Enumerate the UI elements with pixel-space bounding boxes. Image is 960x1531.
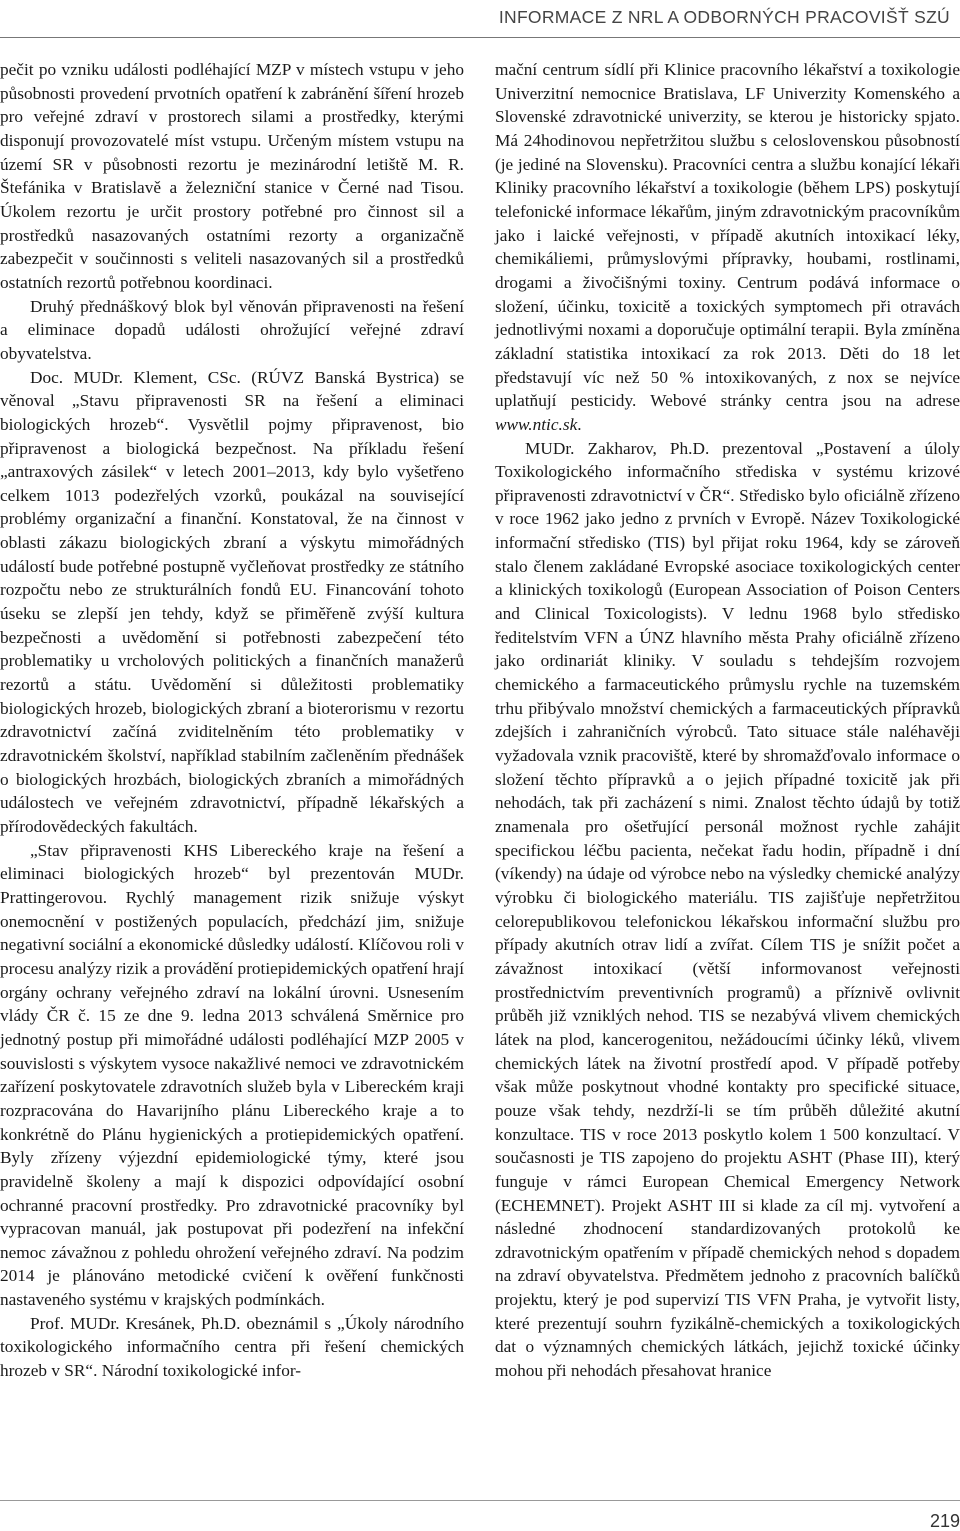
web-link[interactable]: www.ntic.sk: [495, 414, 578, 434]
section-title: INFORMACE Z NRL A ODBORNÝCH PRACOVIŠŤ SZÚ: [498, 7, 950, 27]
paragraph: Druhý přednáškový blok byl věnován připravenosti na řešení a eliminace dopadů události ohrožující veřejné zdraví obyvatelstva.: [0, 296, 464, 363]
paragraph: [495, 58, 960, 437]
paragraph-text-end: .: [577, 414, 582, 434]
paragraph-text: mační centrum sídlí při Klinice pracovního lékařství a toxikologie Univerzitní nemocnice Bratislava, LF Univerzity Komenského a Slovenské zdravotnické univerzity, se kterou je historicky spjato. Má 24hodinovou nepřetržitou službu s celoslovenskou působností (je jediné na Slovensku). Pracovníci centra a službu konající lékaři Kliniky pracovního lékařství a toxikologie (během LPS) poskytují telefonické informace lékařům, jiným zdravotnickým pracovníkům jako i laické veřejnosti, v případě akutních intoxikací léky, chemikáliemi, průmyslovými přípravky, houbami, rostlinami, drogami a živočišnými toxiny. Centrum podává informace o složení, účinku, toxicitě a toxických symptomech při otravách jednotlivými noxami a doporučuje optimální terapii. Byla zmíněna základní statistika intoxikací za rok 2013. Děti do 18 let představují víc než 50 % intoxikovaných, z nox se nejvíce uplatňují pesticidy. Webové stránky centra jsou na adrese: [495, 60, 960, 411]
paragraph: MUDr. Zakharov, Ph.D. prezentoval „Postavení a úloly Toxikologického informačního střediska v systému krizové připravenosti zdravotnictví v ČR“. Středisko bylo oficiálně zřízeno v roce 1962 jako jedno z prvních v Evropě. Název Toxikologické informační středisko (TIS) byl přijat roku 1964, kdy se zároveň stalo členem zakládané Evropské asociace toxikologických center a klinických toxikologů (European Association of Poison Centers and Clinical Toxicologists). V lednu 1968 bylo středisko ředitelstvím VFN a ÚNZ hlavního města Prahy oficiálně zřízeno jako ordinariát kliniky. V souladu s tehdejším rozvojem chemického a farmaceutického průmyslu rychle na tuzemském trhu přibývalo množství chemických a farmaceutických přípravků zdejších i zahraničních výrobců. Tato situace stále naléhavěji vyžadovala vznik pracoviště, které by shromažďovalo informace o složení těchto přípravků a o jejich případné toxicitě jak při nehodách, tak při zacházení s nimi. Znalost těchto údajů by totiž znamenala pro ošetřující personál možnost rychle zahájit specifickou léčbu pacienta, nečekat řadu hodin, případně i dní (víkendy) na údaje od výrobce nebo na výsledky chemické analýzy výrobku či biologického materiálu. TIS zajišťuje nepřetržitou celorepublikovou telefonickou lékařskou informační službu pro případy akutních otrav lidí a zvířat. Cílem TIS je snížit počet a závažnost intoxikací (větší informovanost veřejnosti prostřednictvím preventivních programů) a příznivě ovlivnit průběh již vzniklých nehod. TIS se nezabývá vlivem chemických látek na plod, kancerogenitou, nežádoucími účinky léků, vlivem chemických látek na životní prostředí apod. V případě potřeby však může poskytnout vhodné kontakty pro specifické situace, pouze však tehdy, nezdrží-li se tím průběh důležité akutní konzultace. TIS v roce 2013 poskytlo kolem 1 500 konzultací. V současnosti je TIS zapojeno do projektu ASHT (Phase III), který funguje v rámci European Chemical Emergency Network (ECHEMNET). Projekt ASHT III si klade za cíl mj. vytvoření a následné zhodnocení standardizovaných protokolů ke zdravotnickým opatřením v případě chemických nehod s dopadem na zdraví obyvatelstva. Předmětem jednoho z pracovních balíčků projektu, který je pod supervizí TIS VFN Praha, je vytvořit listy, které prezentují souhrn fyzikálně-chemických a toxikologických dat o významných chemických látkách, jejichž toxické účinky mohou při nehodách přesahovat hranice: [495, 438, 960, 1381]
paragraph: pečit po vzniku události podléhající MZP v místech vstupu v jeho působnosti provedení prvotních opatření k zabránění šíření hrozeb pro veřejné zdraví v prostorech silami a prostředky, kterými disponují provozovatelé míst vstupu. Určeným místem vstupu na území SR v působnosti rezortu je mezinárodní letiště M. R. Štefánika v Bratislavě a železniční stanice v Černé nad Tisou. Úkolem rezortu je určit prostory potřebné pro činnost sil a prostředků nasazovaných ostatními rezorty a organizačně zabezpečit v součinnosti s veliteli nasazovaných sil a prostředků ostatních rezortů potřebnou koordinaci.: [0, 60, 464, 292]
page-number: 219: [929, 1511, 960, 1531]
paragraph: „Stav připravenosti KHS Libereckého kraje na řešení a eliminaci biologických hrozeb“ byl prezentován MUDr. Prattingerovou. Rychlý management rizik snižuje výskyt onemocnění v postižených populacích, předchází jim, snižuje negativní sociální a ekonomické důsledky událostí. Klíčovou roli v procesu analýzy rizik a provádění protiepidemických opatření hrají orgány ochrany veřejného zdraví na lokální úrovni. Usnesením vlády ČR č. 15 ze dne 9. ledna 2013 schválená Směrnice pro jednotný postup při mimořádné události podléhající MZP 2005 v souvislosti s výskytem vysoce nakažlivé nemoci ve zdravotnickém zařízení poskytovatele zdravotních služeb byla v Libereckém kraji rozpracována do Havarijního plánu Libereckého kraje a to konkrétně do Plánu hygienických a protiepidemických opatření. Byly zřízeny výjezdní epidemiologické týmy, které jsou pravidelně školeny a mají k dispozici odpovídající osobní ochranné pracovní prostředky. Pro zdravotnické pracovníky byl vypracovan manuál, jak postupovat při podezření na infekční nemoc závažnou z pohledu ohrožení veřejného zdraví. Na podzim 2014 je plánováno metodické cvičení k ověření funkčnosti nastaveného systému v krajských podmínkách.: [0, 840, 465, 1310]
header-divider: [0, 37, 960, 38]
paragraph: Doc. MUDr. Klement, CSc. (RÚVZ Banská Bystrica) se věnoval „Stavu připravenosti SR na řešení a eliminaci biologických hrozeb“. Vysvětlil pojmy připravenost, bio připravenost a biologická bezpečnost. Na příkladu řešení „antraxových zásilek“ v letech 2001–2013, kdy bylo vyšetřeno celkem 1013 podezřelých vzorků, poukázal na související problémy organizační a finanční. Konstatoval, že na činnost v oblasti zákazu biologických zbraní a výskytu mimořádných událostí bude potřebné postupně vyčleňovat prostředky ze státního rozpočtu nebo ze strukturálních fondů EU. Financování tohoto úseku se zlepší jen tehdy, když se přiměřeně zvýší kultura bezpečnosti a uvědomění si potřebnosti zabezpečení této problematiky u vrcholových politických a finančních manažerů rezortů a státu. Uvědomění si důležitosti problematiky biologických hrozeb, biologických zbraní a bioterorismu v rezortu zdravotnictví začíná zviditelněním této problematiky v zdravotnickém školství, například stabilním začleněním přednášek o biologických hrozbách, biologických zbraních a mimořádných událostech ve veřejném zdravotnictví, případně lékařských a přírodovědeckých fakultách.: [0, 367, 464, 836]
footer-divider: [0, 1500, 960, 1501]
left-column: [0, 58, 464, 1383]
paragraph: Prof. MUDr. Kresánek, Ph.D. obeznámil s „Úkoly národního toxikologického informačního centra při řešení chemických hrozeb v SR“. Národní toxikologické infor-: [0, 1313, 464, 1381]
right-column: [495, 58, 960, 1383]
